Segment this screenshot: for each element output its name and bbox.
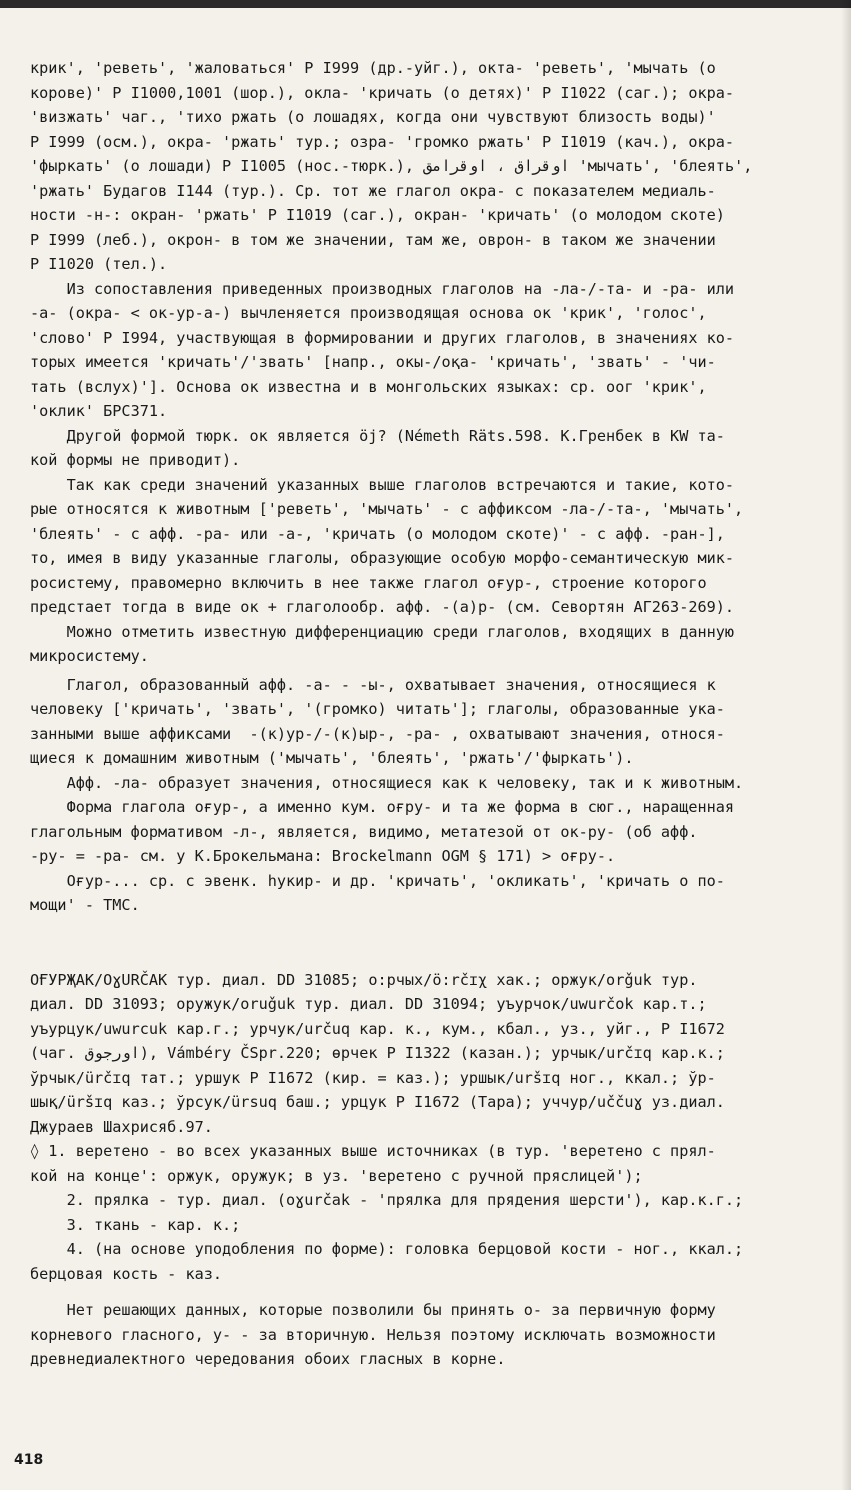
paragraph-1: [30, 56, 837, 277]
text-line: Афф. -ла- образует значения, относящиеся как к человеку, так и к животным.: [30, 773, 744, 792]
meaning-item: 2. прялка - тур. диал. (oɣurčak - 'прялка для прядения шерсти'), кар.к.г.;: [30, 1191, 744, 1209]
text-line: Глагол, образованный афф. -а- - -ы-, охватывает значения, относящиеся к: [30, 675, 716, 694]
paragraph-3: [30, 424, 837, 473]
text-line: шық/üršɪq каз.; ўрсук/ürsuq баш.; урцук Р I1672 (Тара); уччур/uččuɣ уз.диал.: [30, 1093, 725, 1111]
text-line: то, имея в виду указанные глаголы, образующие особую морфо-семантическую мик-: [30, 549, 735, 567]
text-line: корове)' Р I1000,1001 (шор.), окла- 'кричать (о детях)' Р I1022 (саг.); окра-: [30, 83, 735, 102]
text-line: 'ржать' Будагов I144 (тур.). Ср. тот же глагол окра- с показателем медиаль-: [30, 181, 716, 200]
text-line: крик', 'реветь', 'жаловаться' Р I999 (др.-уйг.), окта- 'реветь', 'мычать (о: [30, 59, 716, 77]
text-line: 'фыркать' (о лошади) Р I1005 (нос.-тюрк.), اوقراق ، اوقرامق 'мычать', 'блеять',: [30, 157, 753, 175]
text-line: -ру- = -ра- см. у К.Брокельмана: Brockelmann OGM § 171) > оғру-.: [30, 847, 616, 865]
text-line: мощи' - ТМС.: [30, 896, 140, 914]
text-line: ности -н-: окран- 'ржать' Р I1019 (саг.), окран- 'кричать' (о молодом скоте): [30, 206, 725, 224]
text-line: 'блеять' - с афф. -ра- или -а-, 'кричать (о молодом скоте)' - с афф. -ран-],: [30, 524, 725, 543]
page-number: 418: [14, 1452, 44, 1468]
text-line: Р I999 (леб.), окрон- в том же значении, там же, оврон- в таком же значении: [30, 230, 716, 249]
meaning-item: берцовая кость - каз.: [30, 1264, 223, 1283]
meaning-item: 3. ткань - кар. к.;: [30, 1215, 241, 1234]
text-line: диал. DD 31093; оружук/oruǧuk тур. диал. DD 31094; уъурчок/uwurčok кар.т.;: [30, 995, 707, 1013]
text-line: Нет решающих данных, которые позволили бы принять о- за первичную форму: [30, 1301, 716, 1319]
text-line: рые относятся к животным ['реветь', 'мычать' - с аффиксом -ла-/-та-, 'мычать',: [30, 500, 744, 518]
paragraph-2: [30, 277, 837, 424]
text-line: кой формы не приводит).: [30, 451, 241, 469]
text-line: ўрчык/ürčɪq тат.; уршук Р I1672 (кир. = каз.); уршык/uršɪq ног., ккал.; ўр-: [30, 1068, 716, 1087]
text-line: Джураев Шахрисяб.97.: [30, 1117, 213, 1136]
article-text: [30, 56, 837, 1372]
text-line: 'визжать' чаг., 'тихо ржать (о лошадях, когда они чувствуют близость воды)': [30, 108, 716, 126]
text-line: Оғур-... ср. с эвенк. hукир- и др. 'кричать', 'окликать', 'кричать о по-: [30, 871, 725, 890]
text-line: (чаг. اورجوق), Vámbéry ČSpr.220; өрчек Р I1322 (казан.); урчык/určɪq кар.к.;: [30, 1044, 725, 1062]
text-line: -а- (окра- < ок-ур-а-) вычленяется производящая основа ок 'крик', 'голос',: [30, 304, 707, 322]
text-line: корневого гласного, у- - за вторичную. Нельзя поэтому исключать возможности: [30, 1325, 716, 1344]
text-line: торых имеется 'кричать'/'звать' [напр., окы-/оқа- 'кричать', 'звать' - 'чи-: [30, 353, 716, 371]
meanings-list: [30, 1139, 837, 1286]
text-line: 'оклик' БРС371.: [30, 402, 168, 420]
text-line: уъурцук/uwurcuk кар.г.; урчук/určuq кар. к., кум., кбал., уз., уйг., Р I1672: [30, 1019, 725, 1038]
text-line: занными выше аффиксами -(к)ур-/-(к)ыр-, -ра- , охватывают значения, относя-: [30, 724, 725, 743]
text-line: Можно отметить известную дифференциацию среди глаголов, входящих в данную: [30, 622, 735, 641]
text-line: человеку ['кричать', 'звать', '(громко) читать']; глаголы, образованные ука-: [30, 700, 725, 718]
meaning-item: кой на конце': оржук, оружук; в уз. 'веретено с ручной пряслицей');: [30, 1166, 643, 1185]
text-line: Р I999 (осм.), окра- 'ржать' тур.; озра- 'громко ржать' Р I1019 (кач.), окра-: [30, 132, 735, 151]
text-line: Форма глагола оғур-, а именно кум. оғру- и та же форма в сюг., наращенная: [30, 798, 735, 816]
text-line: Так как среди значений указанных выше глаголов встречаются и такие, кото-: [30, 475, 735, 494]
text-line: предстает тогда в виде ок + глаголообр. афф. -(а)р- (см. Севортян АГ263-269).: [30, 598, 735, 616]
text-line: Из сопоставления приведенных производных глаголов на -ла-/-та- и -ра- или: [30, 279, 735, 298]
text-line: росистему, правомерно включить в нее также глагол оғур-, строение которого: [30, 573, 707, 592]
text-line: Р I1020 (тел.).: [30, 255, 168, 273]
entry-header-paragraph: [30, 968, 837, 1140]
meaning-item: 4. (на основе уподобления по форме): головка берцовой кости - ног., ккал.;: [30, 1240, 744, 1258]
text-line: тать (вслух)']. Основа ок известна и в монгольских языках: ср. оог 'крик',: [30, 377, 707, 396]
text-line: микросистему.: [30, 647, 149, 665]
text-line: 'слово' Р I994, участвующая в формировании и других глаголов, в значениях ко-: [30, 328, 735, 347]
paragraph-4: [30, 473, 837, 669]
text-line: глагольным формативом -л-, является, видимо, метатезой от ок-ру- (об афф.: [30, 822, 698, 841]
text-line: Другой формой тюрк. ок является öj? (Németh Räts.598. К.Гренбек в KW та-: [30, 426, 725, 445]
text-line: древнедиалектного чередования обоих гласных в корне.: [30, 1350, 506, 1368]
paragraph-6: [30, 771, 837, 918]
scan-edge-shadow: [841, 0, 851, 1490]
paragraph-5: [30, 673, 837, 771]
text-line: щиеся к домашним животным ('мычать', 'блеять', 'ржать'/'фыркать').: [30, 749, 634, 767]
meaning-item: ◊ 1. веретено - во всех указанных выше источниках (в тур. 'веретено с прял-: [30, 1142, 716, 1160]
text-line: ОҒУРҖАК/OɣURČAK тур. диал. DD 31085; о:рчых/ö:rčɪχ хак.; оржук/orǧuk тур.: [30, 970, 698, 989]
paragraph-conclusion: [30, 1298, 837, 1372]
